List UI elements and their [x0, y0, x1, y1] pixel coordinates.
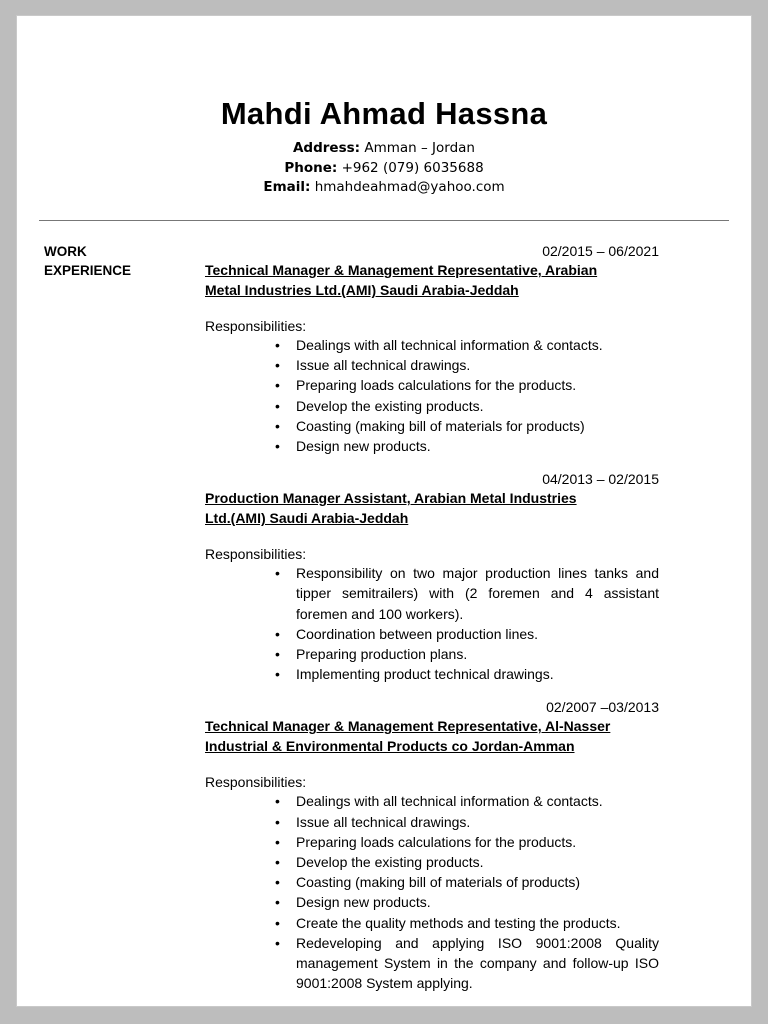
bullet-icon: •: [275, 813, 280, 830]
duty-item: [275, 335, 659, 355]
duty-text: Implementing product technical drawings.: [296, 666, 554, 683]
section-label-work-experience: [44, 242, 174, 280]
duty-text: Issue all technical drawings.: [296, 357, 471, 374]
bullet-icon: •: [275, 646, 280, 663]
bullet-icon: •: [275, 854, 280, 871]
duty-text: Coordination between production lines.: [296, 625, 539, 642]
contact-block: [17, 139, 751, 198]
job-title-line1: Production Manager Assistant, Arabian Metal Industries: [205, 490, 577, 507]
duty-item: [275, 872, 659, 892]
job-title: [205, 488, 659, 528]
resume-page: [16, 15, 752, 1007]
job-dates: 02/2007 –03/2013: [546, 699, 659, 716]
responsibilities-label: Responsibilities:: [205, 546, 307, 563]
bullet-icon: •: [275, 377, 280, 394]
section-label-line1: WORK: [44, 244, 87, 259]
bullet-icon: •: [275, 793, 280, 810]
duty-item: [275, 812, 659, 832]
job-title-line1: Technical Manager & Management Representative, Al-Nasser: [205, 718, 611, 735]
job-entry: [205, 242, 659, 456]
duty-item: [275, 913, 659, 933]
job-dates: 04/2013 – 02/2015: [542, 471, 659, 488]
bullet-icon: •: [275, 666, 280, 683]
duty-item: [275, 375, 659, 395]
duty-item: [275, 664, 659, 684]
bullet-icon: •: [275, 625, 280, 642]
bullet-icon: •: [275, 357, 280, 374]
duty-text: Preparing production plans.: [296, 646, 468, 663]
duty-text: Dealings with all technical information & contacts.: [296, 793, 603, 810]
duties-list: [205, 335, 659, 456]
address-line: [17, 139, 751, 159]
bullet-icon: •: [275, 914, 280, 931]
bullet-icon: •: [275, 894, 280, 911]
duty-text: Design new products.: [296, 894, 431, 911]
candidate-name: Mahdi Ahmad Hassna: [220, 96, 548, 131]
header-divider: [39, 220, 729, 221]
job-title-line2: Industrial & Environmental Products co Jordan-Amman: [205, 738, 575, 755]
bullet-icon: •: [275, 417, 280, 434]
duty-text: Develop the existing products.: [296, 397, 484, 414]
duty-item: [275, 644, 659, 664]
email-label: Email:: [263, 179, 311, 195]
phone-line: [17, 159, 751, 179]
duty-item: [275, 832, 659, 852]
job-title: [205, 260, 659, 300]
bullet-icon: •: [275, 833, 280, 850]
duty-text: Redeveloping and applying ISO 9001:2008 Quality management System in the company and follow-up ISO 9001:2008 System applying.: [296, 934, 659, 992]
duties-list: [205, 563, 659, 684]
work-experience-list: [205, 242, 659, 1007]
duty-item: [275, 355, 659, 375]
job-title-line1: Technical Manager & Management Representative, Arabian: [205, 262, 598, 278]
duty-item: [275, 852, 659, 872]
job-entry: [205, 470, 659, 684]
bullet-icon: •: [275, 565, 280, 582]
job-title-line2: Metal Industries Ltd.(AMI) Saudi Arabia-Jeddah: [205, 282, 519, 298]
phone-label: Phone:: [284, 159, 338, 176]
duty-item: [275, 416, 659, 436]
job-dates: 02/2015 – 06/2021: [542, 243, 659, 259]
job-title-line2: Ltd.(AMI) Saudi Arabia-Jeddah: [205, 510, 409, 527]
duty-text: Create the quality methods and testing the products.: [296, 914, 621, 931]
bullet-icon: •: [275, 397, 280, 414]
duty-text: Preparing loads calculations for the products.: [296, 833, 577, 850]
duty-text: Design new products.: [296, 438, 431, 455]
duty-item: [275, 791, 659, 811]
responsibilities-label: Responsibilities:: [205, 318, 307, 334]
duty-text: Coasting (making bill of materials of products): [296, 874, 581, 891]
address-value: Amman – Jordan: [360, 140, 475, 156]
email-line: [17, 178, 751, 198]
duty-text: Issue all technical drawings.: [296, 813, 471, 830]
bullet-icon: •: [275, 438, 280, 455]
address-label: Address:: [292, 140, 361, 156]
duty-item: [275, 892, 659, 912]
duty-text: Dealings with all technical information & contacts.: [296, 337, 603, 353]
bullet-icon: •: [275, 337, 280, 353]
email-value: hmahdeahmad@yahoo.com: [310, 179, 505, 195]
job-entry: [205, 698, 659, 993]
duty-item: [275, 436, 659, 456]
duty-item: [275, 563, 659, 624]
bullet-icon: •: [275, 874, 280, 891]
duty-text: Responsibility on two major production lines tanks and tipper semitrailers) with (2 foremen and 4 assistant foremen and 100 workers).: [296, 565, 659, 622]
duty-item: [275, 396, 659, 416]
duty-text: Preparing loads calculations for the products.: [296, 377, 577, 394]
section-label-line2: EXPERIENCE: [44, 263, 132, 278]
job-title: [205, 716, 659, 756]
bullet-icon: •: [275, 934, 280, 951]
responsibilities-label: Responsibilities:: [205, 774, 307, 791]
duties-list: [205, 791, 659, 993]
duty-item: [275, 624, 659, 644]
duty-text: Develop the existing products.: [296, 854, 484, 871]
duty-text: Coasting (making bill of materials for products): [296, 417, 585, 434]
phone-value: +962 (079) 6035688: [337, 159, 484, 176]
duty-item: [275, 933, 659, 994]
